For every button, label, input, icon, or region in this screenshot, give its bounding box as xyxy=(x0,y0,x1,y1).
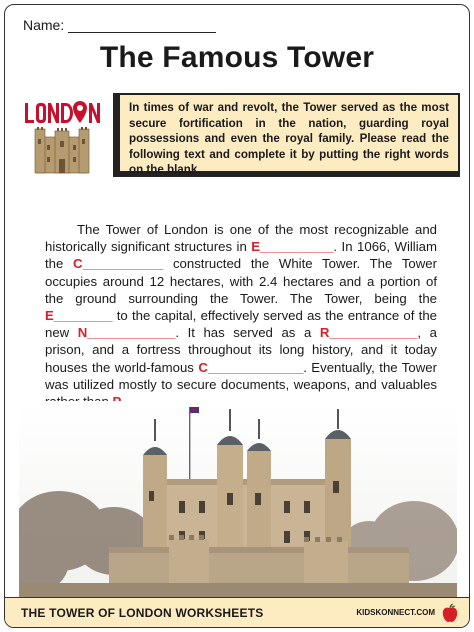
passage-text: . It has served as a xyxy=(175,325,320,341)
blank-n[interactable]: N____________ xyxy=(77,325,176,341)
blank-e2[interactable]: E________ xyxy=(45,308,113,324)
blank-r[interactable]: R____________ xyxy=(319,325,418,341)
blank-c1[interactable]: C___________ xyxy=(73,256,164,272)
blank-e1[interactable]: E__________ xyxy=(251,239,334,255)
london-logo-icon xyxy=(23,97,103,177)
worksheet-page xyxy=(4,4,470,628)
instructions-box: In times of war and revolt, the Tower served as the most secure fortification in the nation, guarding royal possessions and even the royal family. Please read the following text and complete it by putting the right words on the blank. xyxy=(113,93,460,177)
passage-text: . In 1066, William the xyxy=(45,239,437,272)
name-label: Name: xyxy=(23,17,65,33)
passage-text: . Eventually, the Tower was utilized mostly to secure documents, weapons, and valuables xyxy=(45,359,437,392)
brand[interactable] xyxy=(356,603,459,623)
passage xyxy=(45,221,437,410)
apple-logo-icon xyxy=(441,603,459,623)
tower-of-london-photo xyxy=(19,401,457,601)
passage-text: constructed the White Tower. The Tower occupies around 12 hectares, with 2.4 hectares and a portion of the ground surrounding the Tower. The Tower, being the xyxy=(45,256,437,306)
blank-c2[interactable]: C_____________ xyxy=(198,359,304,375)
passage-text: , a prison, and a fortress throughout its long history, and it today houses the world-famous xyxy=(45,325,437,375)
footer-title: THE TOWER OF LONDON WORKSHEETS xyxy=(21,605,264,620)
name-field[interactable] xyxy=(23,17,216,33)
name-blank-line[interactable] xyxy=(68,18,216,33)
passage-text: to the capital, effectively served as the entrance of the new xyxy=(45,308,437,341)
brand-label: KIDSKONNECT.COM xyxy=(356,608,435,617)
page-title: The Famous Tower xyxy=(99,41,375,74)
footer-bar xyxy=(5,597,469,627)
passage-text: The Tower of London is one of the most recognizable and historically significant structures in xyxy=(45,222,437,255)
